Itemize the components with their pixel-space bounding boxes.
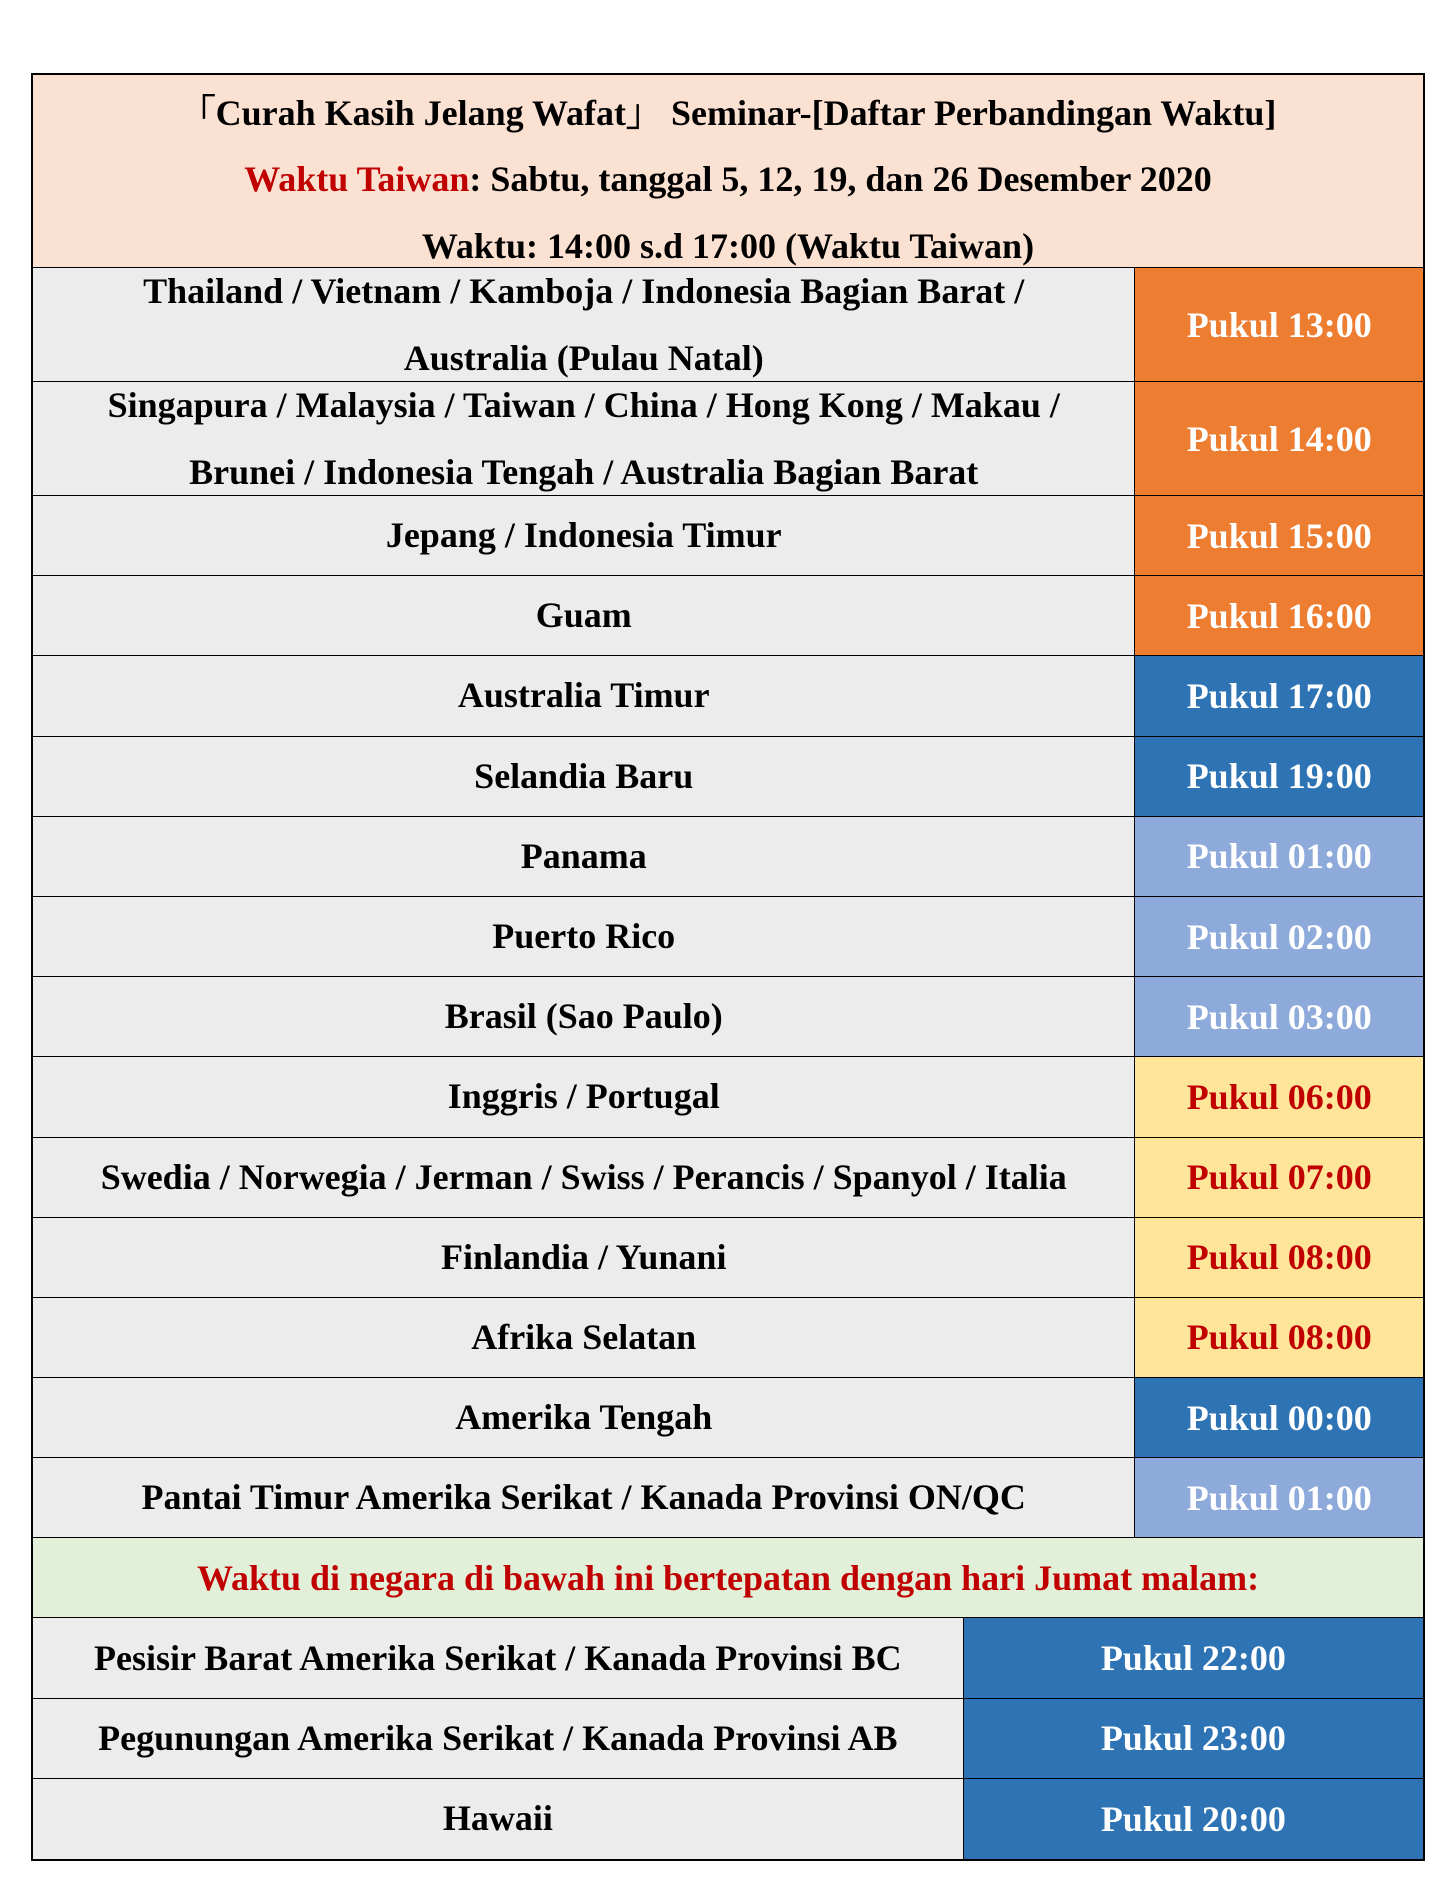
table-row [33,1057,1423,1137]
country-cell: Guam [33,576,1135,655]
taiwan-date-line [33,158,1423,200]
table-row [33,977,1423,1057]
time-cell: Pukul 01:00 [1135,1458,1423,1537]
country-cell: Pantai Timur Amerika Serikat / Kanada Provinsi ON/QC [33,1458,1135,1537]
time-cell: Pukul 15:00 [1135,496,1423,575]
country-cell: Puerto Rico [33,897,1135,976]
country-line: Singapura / Malaysia / Taiwan / China / Hong Kong / Makau / [107,384,1060,425]
table-row [33,1779,1423,1859]
country-cell [33,268,1135,381]
country-cell: Amerika Tengah [33,1378,1135,1457]
table-row [33,496,1423,576]
time-cell: Pukul 23:00 [964,1699,1423,1778]
country-cell: Jepang / Indonesia Timur [33,496,1135,575]
country-line: Thailand / Vietnam / Kamboja / Indonesia Bagian Barat / [143,270,1025,311]
seminar-title: 「Curah Kasih Jelang Wafat」 Seminar-[Daftar Perbandingan Waktu] [179,93,1277,133]
table-row [33,897,1423,977]
time-cell: Pukul 14:00 [1135,382,1423,495]
table-row [33,576,1423,656]
taiwan-time-value: : Sabtu, tanggal 5, 12, 19, dan 26 Desember 2020 [469,159,1212,199]
time-cell: Pukul 07:00 [1135,1138,1423,1217]
time-cell: Pukul 06:00 [1135,1057,1423,1136]
time-cell: Pukul 16:00 [1135,576,1423,655]
country-cell: Inggris / Portugal [33,1057,1135,1136]
country-cell: Pesisir Barat Amerika Serikat / Kanada Provinsi BC [33,1618,964,1697]
time-cell: Pukul 13:00 [1135,268,1423,381]
table-row [33,1458,1423,1538]
time-cell: Pukul 22:00 [964,1618,1423,1697]
country-cell: Swedia / Norwegia / Jerman / Swiss / Perancis / Spanyol / Italia [33,1138,1135,1217]
time-cell: Pukul 19:00 [1135,737,1423,816]
time-comparison-table [31,73,1425,1861]
time-cell: Pukul 17:00 [1135,656,1423,735]
country-cell [33,382,1135,495]
country-line: Australia (Pulau Natal) [403,337,764,378]
table-row [33,817,1423,897]
country-cell: Pegunungan Amerika Serikat / Kanada Provinsi AB [33,1699,964,1778]
time-cell: Pukul 01:00 [1135,817,1423,896]
time-cell: Pukul 02:00 [1135,897,1423,976]
table-row [33,1699,1423,1779]
table-row [33,1618,1423,1698]
table-row [33,737,1423,817]
time-cell: Pukul 08:00 [1135,1218,1423,1297]
time-cell: Pukul 03:00 [1135,977,1423,1056]
country-cell: Hawaii [33,1779,964,1859]
country-line: Brunei / Indonesia Tengah / Australia Bagian Barat [189,451,979,492]
taiwan-time-label: Waktu Taiwan [244,159,470,199]
table-row [33,1138,1423,1218]
table-row [33,656,1423,736]
country-cell: Australia Timur [33,656,1135,735]
table-header [33,75,1423,268]
seminar-duration: Waktu: 14:00 s.d 17:00 (Waktu Taiwan) [421,226,1035,266]
country-cell: Panama [33,817,1135,896]
country-cell: Selandia Baru [33,737,1135,816]
country-cell: Afrika Selatan [33,1298,1135,1377]
table-row [33,1218,1423,1298]
country-cell: Brasil (Sao Paulo) [33,977,1135,1056]
table-row [33,1378,1423,1458]
table-row [33,382,1423,496]
time-cell: Pukul 08:00 [1135,1298,1423,1377]
country-cell: Finlandia / Yunani [33,1218,1135,1297]
time-cell: Pukul 00:00 [1135,1378,1423,1457]
table-row [33,1298,1423,1378]
table-row [33,268,1423,382]
friday-note: Waktu di negara di bawah ini bertepatan dengan hari Jumat malam: [33,1538,1423,1618]
time-cell: Pukul 20:00 [964,1779,1423,1859]
